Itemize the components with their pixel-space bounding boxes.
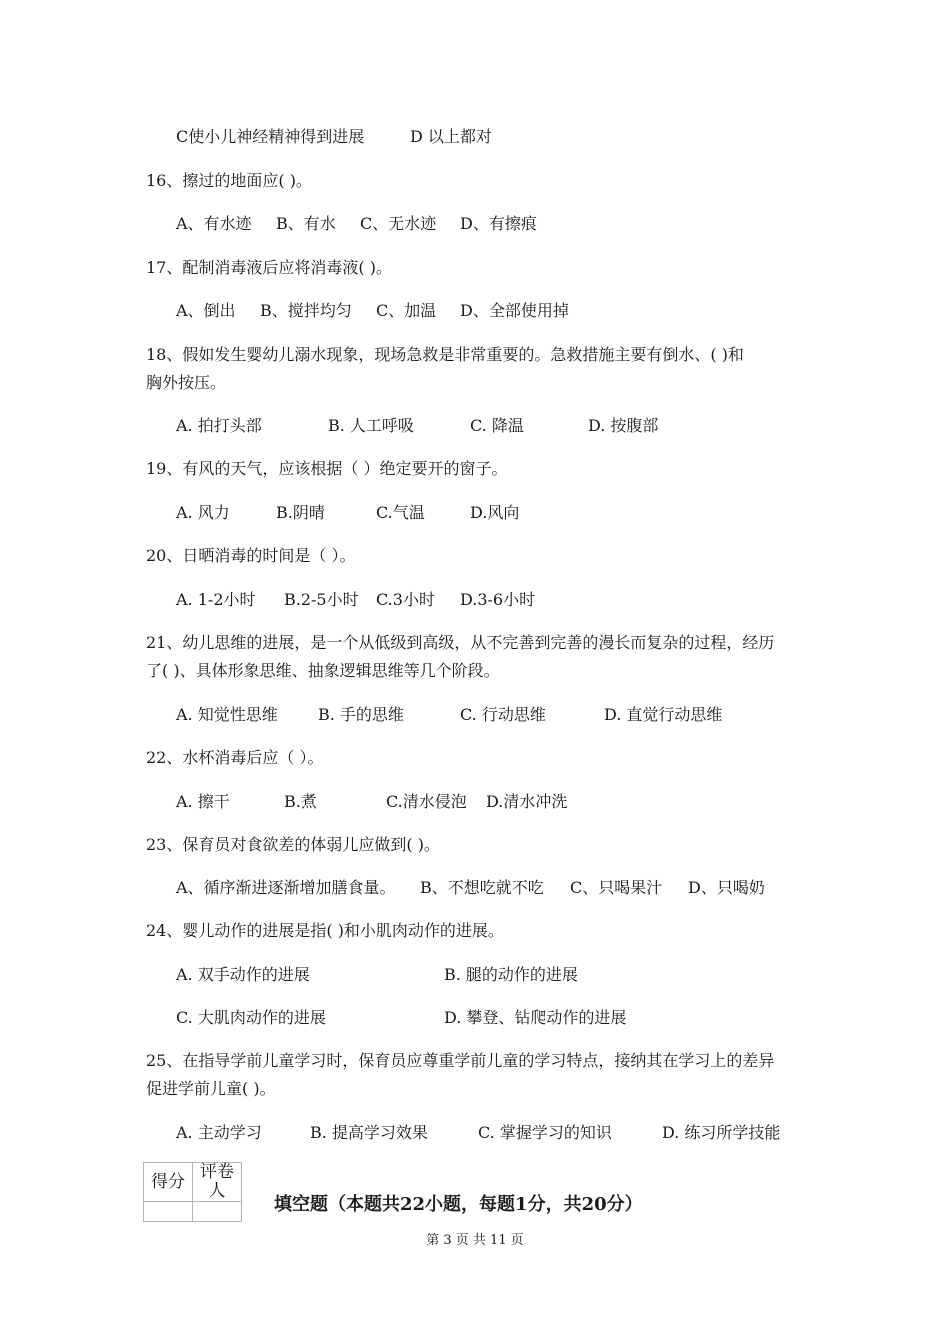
question-18-line-1: 18、假如发生婴幼儿溺水现象，现场急救是非常重要的。急救措施主要有倒水、( )和 bbox=[146, 345, 744, 364]
q24-option-a: A. 双手动作的进展 bbox=[176, 965, 310, 984]
question-21-line-1: 21、幼儿思维的进展，是一个从低级到高级，从不完善到完善的漫长而复杂的过程，经历 bbox=[146, 633, 775, 652]
q22-option-c: C.清水侵泡 bbox=[386, 792, 467, 811]
q25-option-c: C. 掌握学习的知识 bbox=[478, 1123, 612, 1142]
q21-option-d: D. 直觉行动思维 bbox=[604, 705, 723, 724]
q22-option-b: B.煮 bbox=[284, 792, 317, 811]
q19-option-d: D.风向 bbox=[470, 503, 520, 522]
q20-option-a: A. 1-2小时 bbox=[176, 590, 256, 609]
q19-option-a: A. 风力 bbox=[176, 503, 230, 522]
q17-option-d: D、全部使用掉 bbox=[460, 301, 569, 320]
q20-option-b: B.2-5小时 bbox=[284, 590, 359, 609]
q21-option-a: A. 知觉性思维 bbox=[176, 705, 278, 724]
question-20: 20、日晒消毒的时间是（ ）。 bbox=[146, 546, 356, 565]
question-19: 19、有风的天气，应该根据（ ）绝定要开的窗子。 bbox=[146, 459, 508, 478]
q16-option-b: B、有水 bbox=[276, 214, 336, 233]
q17-option-c: C、加温 bbox=[376, 301, 437, 320]
q17-option-b: B、搅拌均匀 bbox=[260, 301, 352, 320]
score-table bbox=[143, 1162, 242, 1222]
question-18-line-2: 胸外按压。 bbox=[146, 373, 227, 392]
q24-option-b: B. 腿的动作的进展 bbox=[444, 965, 578, 984]
q23-option-a: A、循序渐进逐渐增加膳食量。 bbox=[176, 878, 396, 897]
section-title: 填空题（本题共22小题，每题1分，共20分） bbox=[274, 1194, 643, 1215]
q17-option-a: A、倒出 bbox=[176, 301, 236, 320]
q23-option-c: C、只喝果汁 bbox=[570, 878, 663, 897]
score-cell bbox=[144, 1202, 193, 1222]
q18-option-b: B. 人工呼吸 bbox=[328, 416, 414, 435]
q22-option-d: D.清水冲洗 bbox=[486, 792, 568, 811]
q16-option-a: A、有水迹 bbox=[176, 214, 252, 233]
q16-option-c: C、无水迹 bbox=[360, 214, 437, 233]
q25-option-d: D. 练习所学技能 bbox=[662, 1123, 781, 1142]
q18-option-d: D. 按腹部 bbox=[588, 416, 659, 435]
question-23: 23、保育员对食欲差的体弱儿应做到( )。 bbox=[146, 835, 440, 854]
q19-option-b: B.阴晴 bbox=[276, 503, 325, 522]
q23-option-d: D、只喝奶 bbox=[688, 878, 765, 897]
question-25-line-2: 促进学前儿童( )。 bbox=[146, 1079, 276, 1098]
q20-option-d: D.3-6小时 bbox=[460, 590, 536, 609]
q24-option-d: D. 攀登、钻爬动作的进展 bbox=[444, 1008, 627, 1027]
q23-option-b: B、不想吃就不吃 bbox=[420, 878, 544, 897]
q15-option-c: C使小儿神经精神得到进展 bbox=[176, 127, 365, 146]
question-22: 22、水杯消毒后应（ ）。 bbox=[146, 748, 324, 767]
q25-option-b: B. 提高学习效果 bbox=[310, 1123, 428, 1142]
q15-option-d: D 以上都对 bbox=[410, 127, 492, 146]
q18-option-c: C. 降温 bbox=[470, 416, 524, 435]
q24-option-c: C. 大肌肉动作的进展 bbox=[176, 1008, 326, 1027]
q19-option-c: C.气温 bbox=[376, 503, 425, 522]
question-17: 17、配制消毒液后应将消毒液( )。 bbox=[146, 258, 392, 277]
q21-option-c: C. 行动思维 bbox=[460, 705, 546, 724]
question-24: 24、婴儿动作的进展是指( )和小肌肉动作的进展。 bbox=[146, 921, 504, 940]
question-16: 16、擦过的地面应( )。 bbox=[146, 171, 312, 190]
q22-option-a: A. 擦干 bbox=[176, 792, 230, 811]
q21-option-b: B. 手的思维 bbox=[318, 705, 404, 724]
reviewer-label: 评卷人 bbox=[193, 1163, 242, 1202]
question-21-line-2: 了( )、具体形象思维、抽象逻辑思维等几个阶段。 bbox=[146, 661, 500, 680]
q20-option-c: C.3小时 bbox=[376, 590, 435, 609]
page-footer: 第 3 页 共 11 页 bbox=[426, 1233, 524, 1248]
q18-option-a: A. 拍打头部 bbox=[176, 416, 262, 435]
score-label: 得分 bbox=[144, 1163, 193, 1202]
question-25-line-1: 25、在指导学前儿童学习时，保育员应尊重学前儿童的学习特点，接纳其在学习上的差异 bbox=[146, 1051, 775, 1070]
reviewer-cell bbox=[193, 1202, 242, 1222]
q25-option-a: A. 主动学习 bbox=[176, 1123, 262, 1142]
q16-option-d: D、有擦痕 bbox=[460, 214, 537, 233]
